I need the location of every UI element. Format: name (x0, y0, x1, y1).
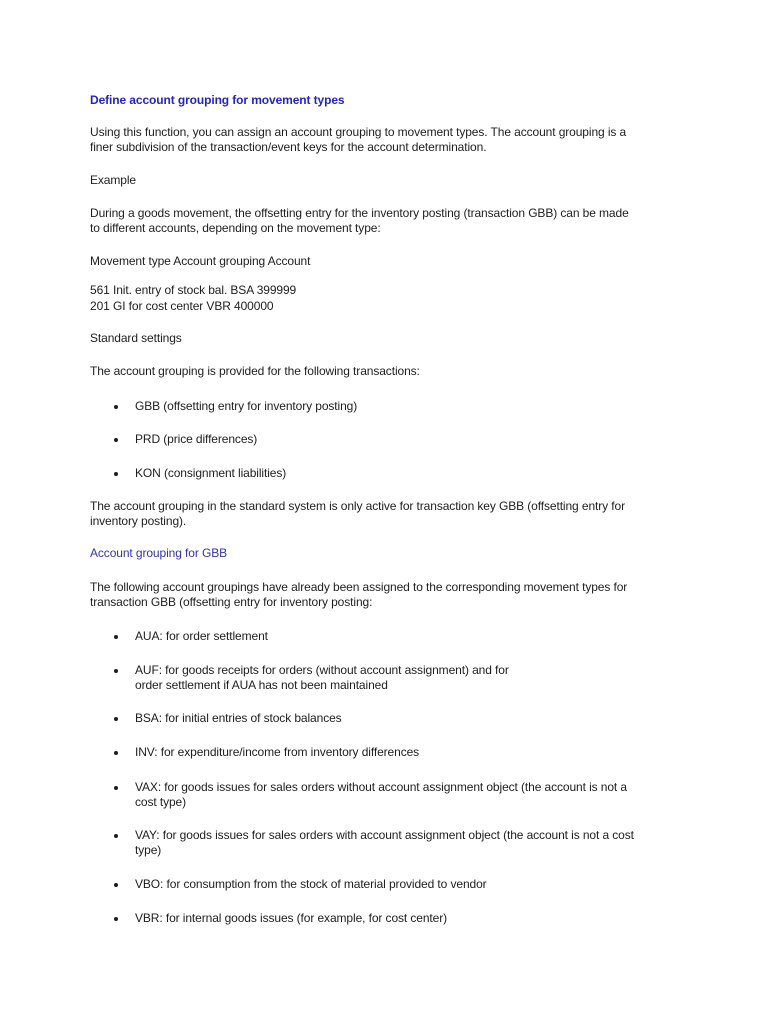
example-line: During a goods movement, the offsetting entry for the inventory posting (transaction GBB) can be made (90, 206, 629, 220)
list-item-line: type) (135, 843, 162, 857)
gbb-intro-line: transaction GBB (offsetting entry for inventory posting: (90, 595, 373, 609)
example-line: to different accounts, depending on the movement type: (90, 221, 381, 235)
standard-settings-intro: The account grouping is provided for the following transactions: (90, 364, 420, 378)
list-item-line: VAY: for goods issues for sales orders with account assignment object (the account is not a cost (135, 828, 634, 842)
list-item (135, 911, 447, 926)
list-item (135, 780, 627, 810)
list-item-line: VAX: for goods issues for sales orders without account assignment object (the account is not a (135, 780, 627, 794)
list-item-line: cost type) (135, 795, 187, 809)
list-item (135, 828, 634, 858)
list-item-line: AUF: for goods receipts for orders (without account assignment) and for (135, 663, 509, 677)
list-item (135, 663, 509, 693)
list-item-line: order settlement if AUA has not been maintained (135, 678, 388, 692)
example-paragraph (90, 206, 629, 236)
standard-settings-heading: Standard settings (90, 331, 182, 345)
example-heading: Example (90, 173, 136, 187)
list-item (135, 629, 268, 644)
list-item-line: VBO: for consumption from the stock of material provided to vendor (135, 877, 487, 891)
example-table-header: Movement type Account grouping Account (90, 254, 311, 268)
gbb-intro-paragraph (90, 580, 627, 610)
list-item-line: VBR: for internal goods issues (for example, for cost center) (135, 911, 448, 925)
intro-line: finer subdivision of the transaction/event keys for the account determination. (90, 140, 487, 154)
list-item-line: INV: for expenditure/income from inventory differences (135, 745, 420, 759)
list-item-line: AUA: for order settlement (135, 629, 268, 643)
list-item: KON (consignment liabilities) (135, 466, 287, 480)
standard-note-paragraph (90, 499, 625, 529)
gbb-intro-line: The following account groupings have already been assigned to the corresponding movement types for (90, 580, 628, 594)
gbb-subheading: Account grouping for GBB (90, 546, 228, 560)
example-table-rows (90, 282, 296, 314)
list-item (135, 745, 419, 760)
list-item: GBB (offsetting entry for inventory posting) (135, 399, 358, 413)
page-title: Define account grouping for movement types (90, 93, 345, 107)
example-row: 201 GI for cost center VBR 400000 (90, 299, 274, 313)
intro-paragraph (90, 125, 626, 155)
list-item (135, 877, 487, 892)
example-row: 561 Init. entry of stock bal. BSA 399999 (90, 283, 297, 297)
intro-line: Using this function, you can assign an account grouping to movement types. The account grouping is a (90, 125, 627, 139)
list-item (135, 711, 342, 726)
standard-note-line: The account grouping in the standard system is only active for transaction key GBB (offsetting entry for (90, 499, 625, 513)
list-item-line: BSA: for initial entries of stock balances (135, 711, 342, 725)
standard-note-line: inventory posting). (90, 514, 187, 528)
list-item: PRD (price differences) (135, 432, 258, 446)
